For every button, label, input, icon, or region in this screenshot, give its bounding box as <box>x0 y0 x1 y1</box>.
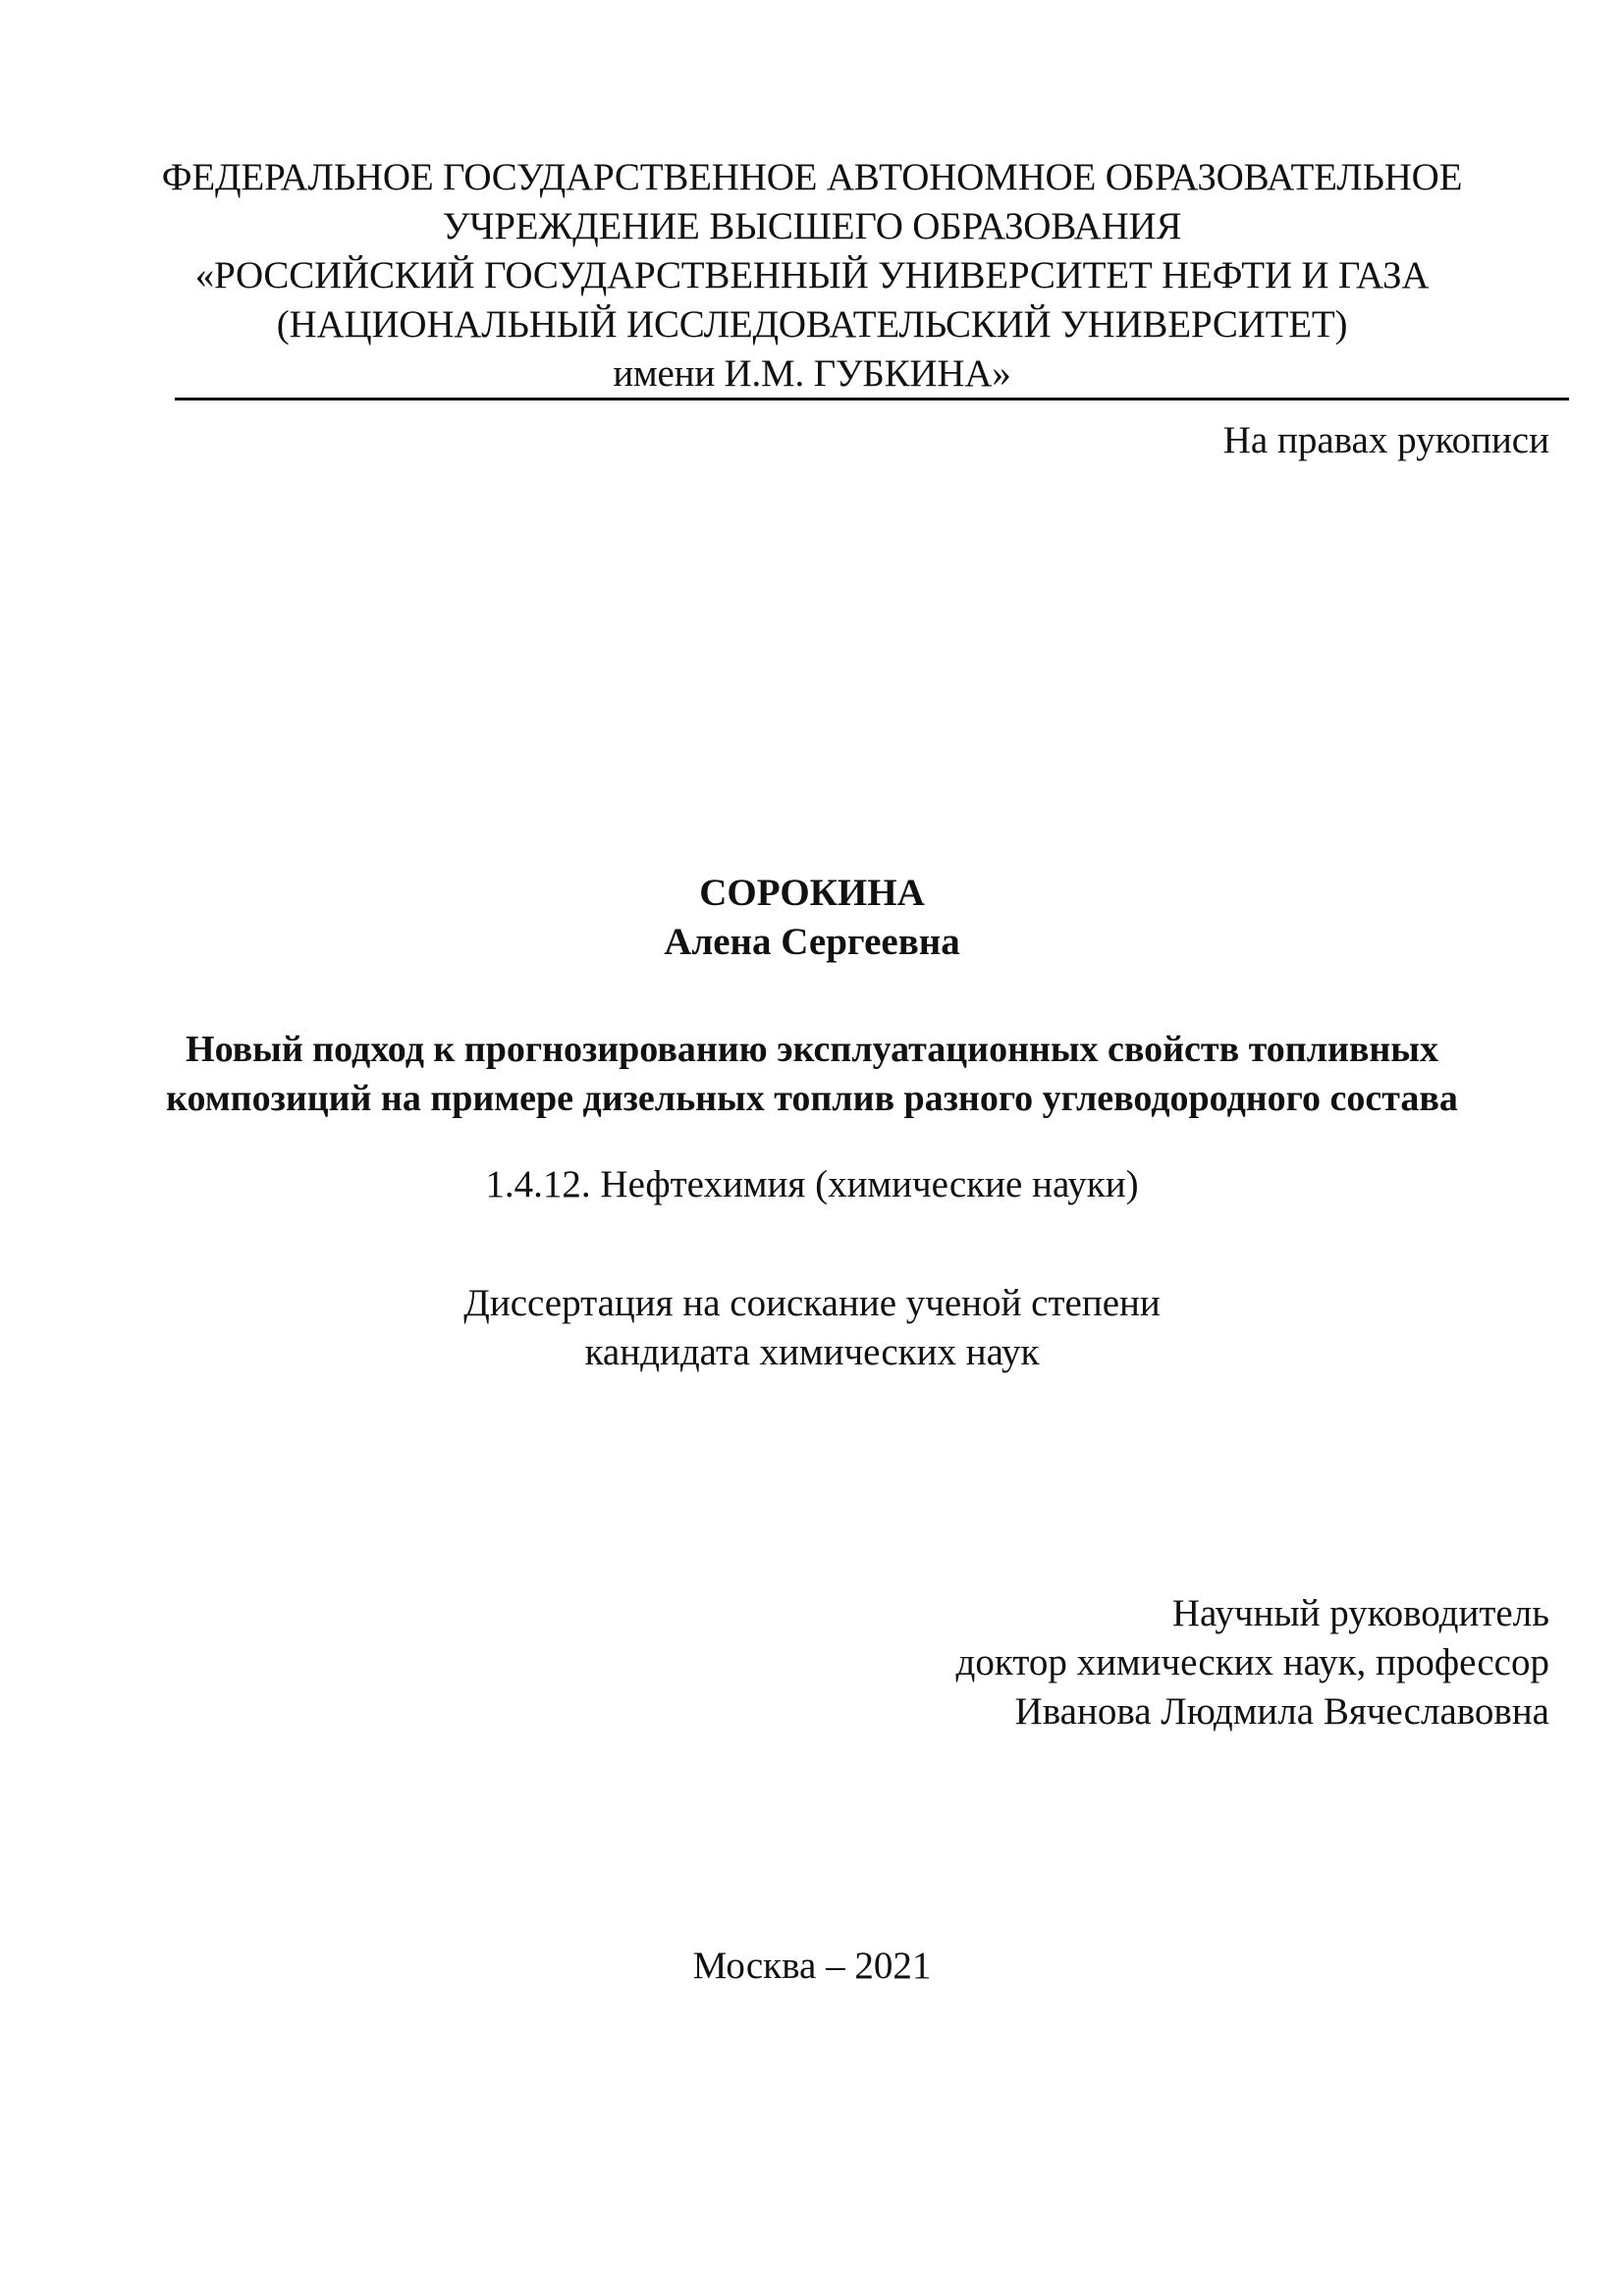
specialty-code: 1.4.12. Нефтехимия (химические науки) <box>485 1163 1139 1205</box>
institution-header <box>0 153 1624 399</box>
institution-line: УЧРЕЖДЕНИЕ ВЫСШЕГО ОБРАЗОВАНИЯ <box>442 205 1182 247</box>
author-block <box>0 869 1624 967</box>
supervisor-block <box>956 1589 1549 1736</box>
degree-line: Диссертация на соискание ученой степени <box>463 1282 1161 1324</box>
city-year: Москва – 2021 <box>692 1945 932 1987</box>
author-surname: СОРОКИНА <box>699 872 925 914</box>
supervisor-credentials: доктор химических наук, профессор <box>955 1641 1549 1683</box>
institution-line: имени И.М. ГУБКИНА» <box>613 352 1011 395</box>
title-line: композиций на примере дизельных топлив разного углеводородного состава <box>166 1078 1458 1119</box>
header-divider <box>175 398 1569 400</box>
author-given-names: Алена Сергеевна <box>664 921 960 963</box>
supervisor-role: Научный руководитель <box>1171 1592 1549 1634</box>
supervisor-name: Иванова Людмила Вячеславовна <box>1014 1690 1549 1733</box>
dissertation-title <box>0 1025 1624 1123</box>
degree-line: кандидата химических наук <box>584 1331 1040 1373</box>
manuscript-note: На правах рукописи <box>1222 419 1549 461</box>
degree-statement <box>0 1279 1624 1377</box>
institution-line: «РОССИЙСКИЙ ГОСУДАРСТВЕННЫЙ УНИВЕРСИТЕТ НЕФТИ И ГАЗА <box>194 254 1430 296</box>
title-line: Новый подход к прогнозированию эксплуатационных свойств топливных <box>186 1029 1438 1070</box>
institution-line: ФЕДЕРАЛЬНОЕ ГОСУДАРСТВЕННОЕ АВТОНОМНОЕ ОБРАЗОВАТЕЛЬНОЕ <box>161 156 1463 198</box>
institution-line: (НАЦИОНАЛЬНЫЙ ИССЛЕДОВАТЕЛЬСКИЙ УНИВЕРСИТЕТ) <box>276 303 1348 346</box>
